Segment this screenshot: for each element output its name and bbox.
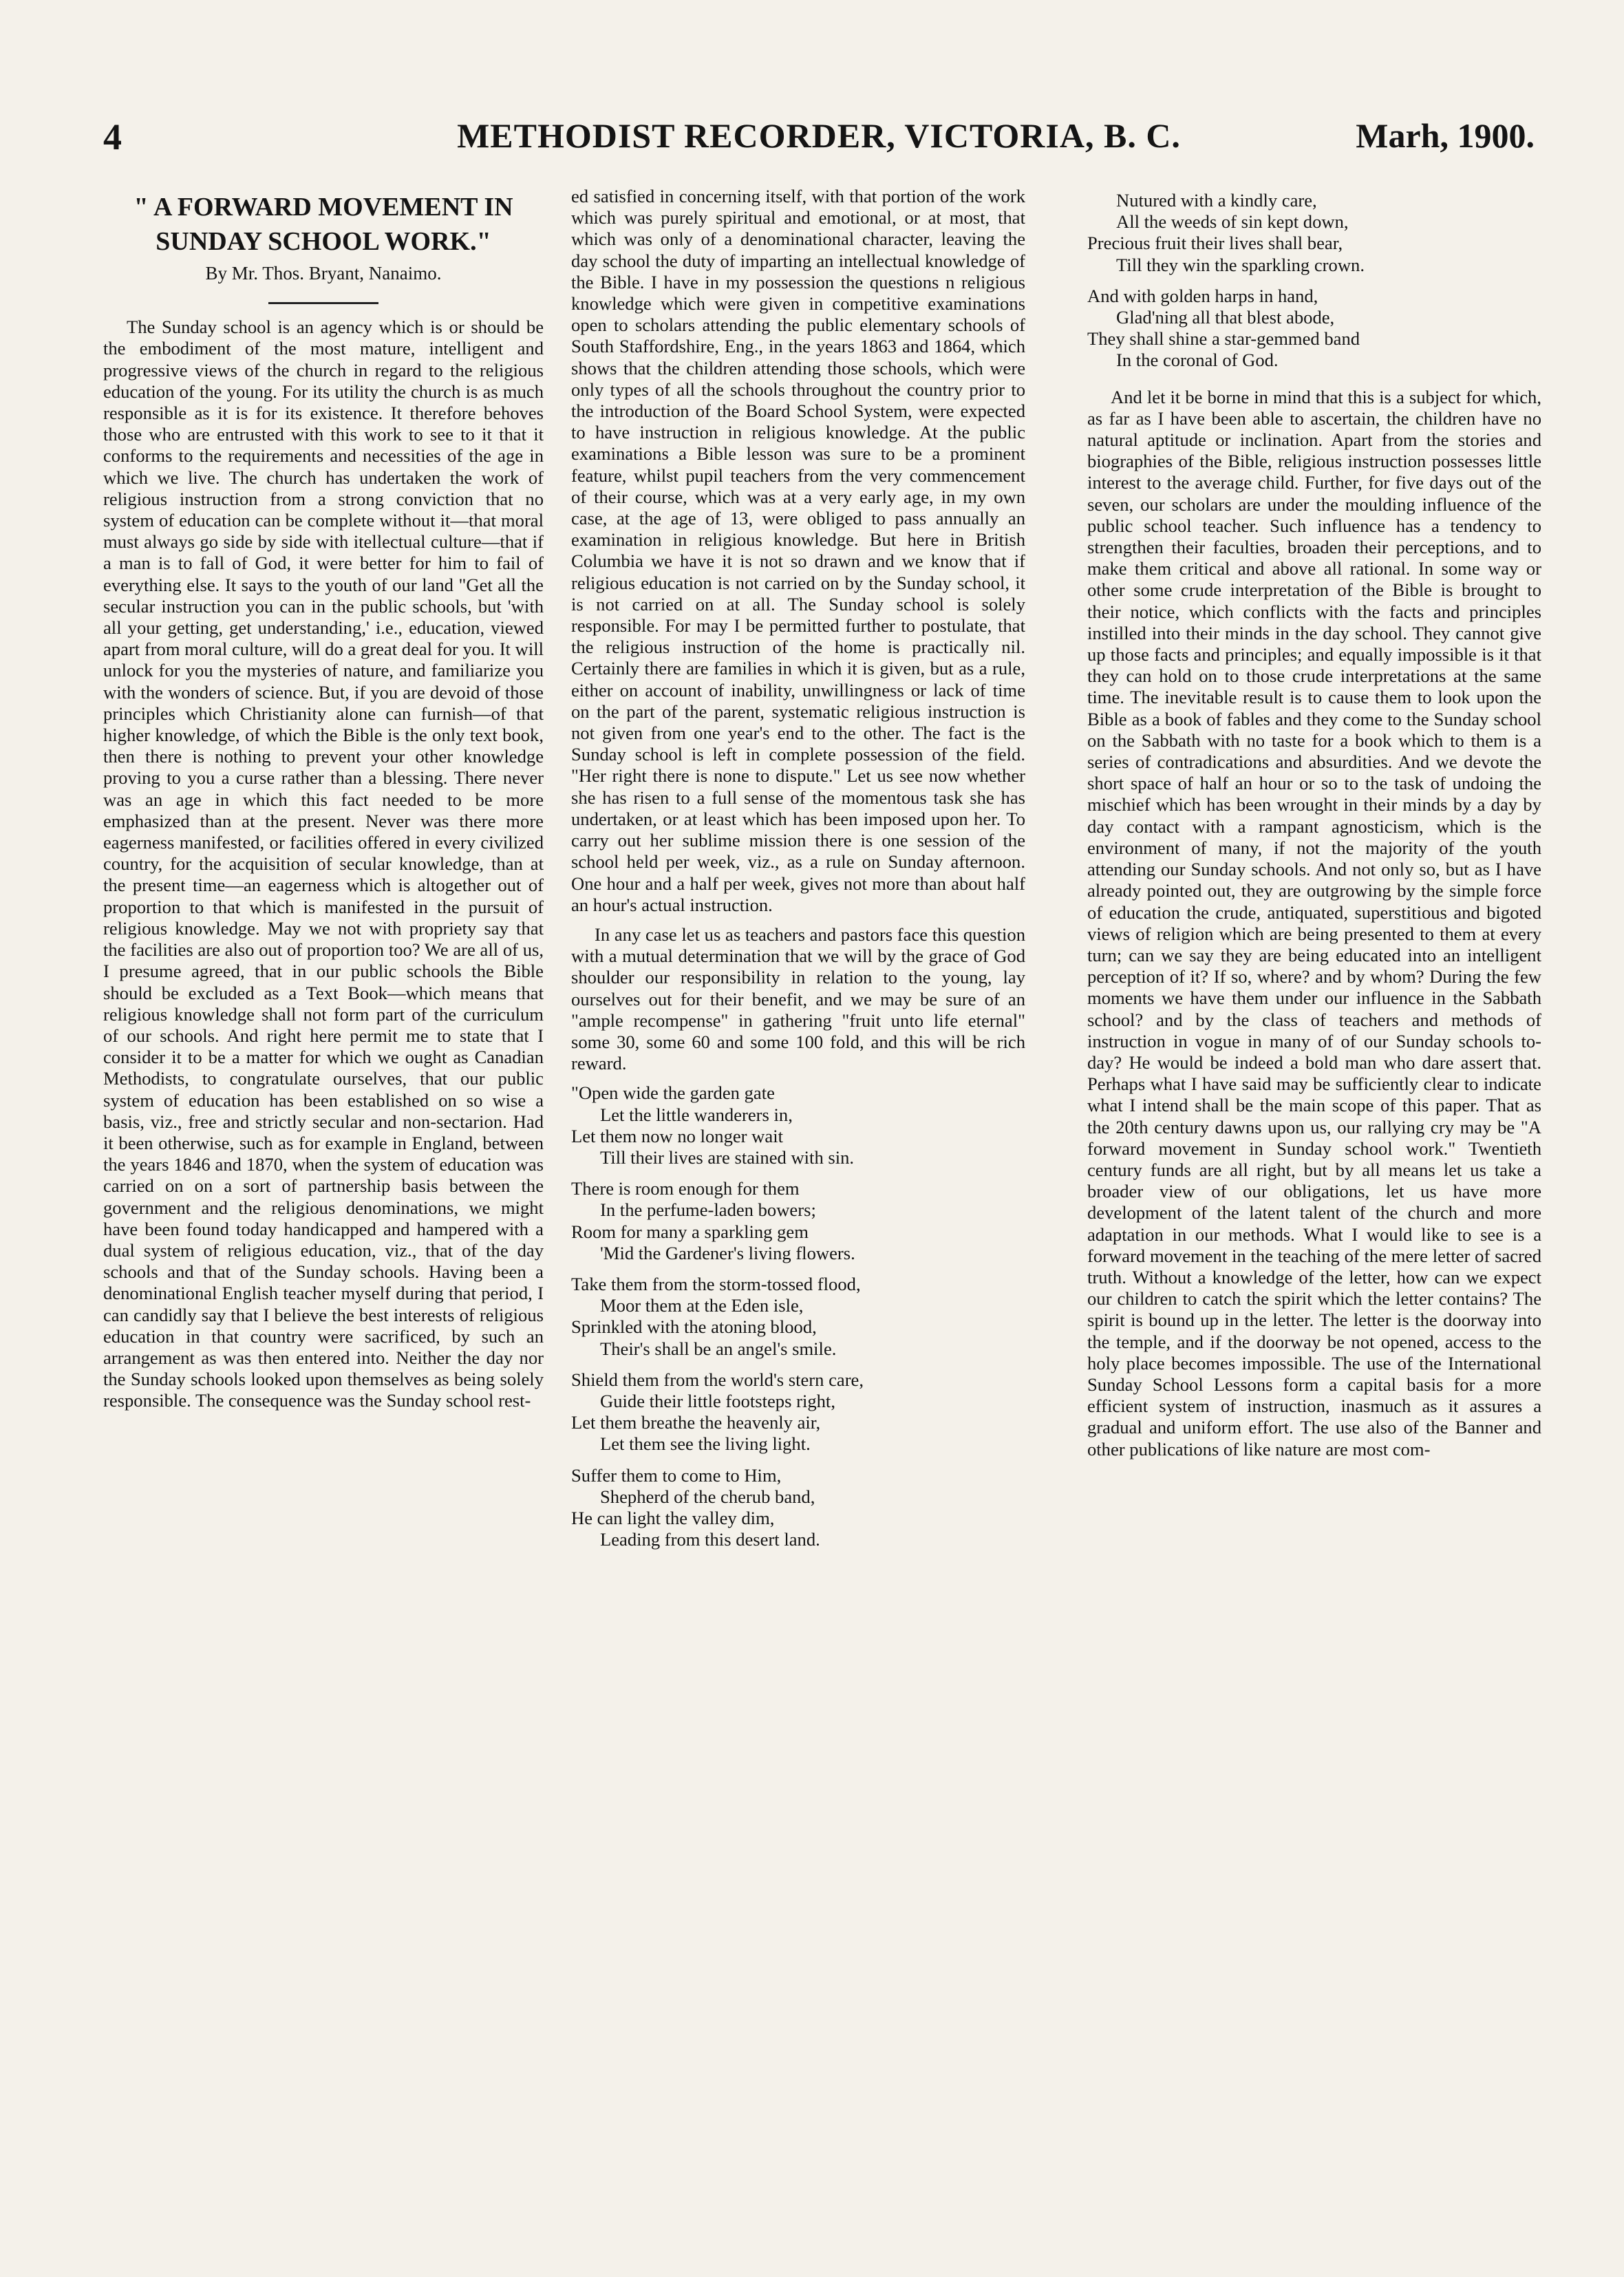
poem-line: Let them see the living light. [600,1433,811,1455]
poem-line: He can light the valley dim, [571,1507,775,1528]
poem-line: And with golden harps in hand, [1087,285,1318,306]
column-2 [571,186,1025,1565]
poem-stanza [571,1369,1025,1455]
poem-line: Let them now no longer wait [571,1125,783,1146]
poem-line: In the perfume-laden bowers; [600,1199,816,1221]
poem-line: Let them breathe the heavenly air, [571,1412,821,1433]
poem-line: Nutured with a kindly care, [1116,190,1317,211]
poem-stanza [1087,190,1541,276]
poem-line: Glad'ning all that blest abode, [1116,307,1335,328]
poem-line: Moor them at the Eden isle, [600,1295,804,1316]
poem-line: Shepherd of the cherub band, [600,1486,815,1507]
headline-line-1: " A FORWARD MOVEMENT IN [133,193,513,222]
poem [571,1082,1025,1550]
masthead [103,116,1535,164]
issue-date: Marh, 1900. [1356,116,1535,155]
poem-stanza [571,1178,1025,1264]
paragraph: In any case let us as teachers and pastors face this question with a mutual determination that we will by the grace of God shoulder our responsibility in relation to the young, lay ourselves out for their benefit, and we may be sure of an "ample recompense" in gathering "fruit unto life eternal" some 30, some 60 and some 100 fold, and this will be rich reward. [571,923,1025,1074]
newspaper-title: METHODIST RECORDER, VICTORIA, B. C. [457,116,1181,155]
poem-stanza [571,1274,1025,1360]
poem-line: Take them from the storm-tossed flood, [571,1273,861,1294]
poem-stanza [571,1082,1025,1168]
poem-continued [1087,190,1541,372]
paragraph: The Sunday school is an agency which is or should be the embodiment of the most mature, intelligent and progressive views of the church in regard to the religious education of the young. For its utility the church is as much responsible as it is for its existence. It therefore behoves those who are entrusted with this work to see to it that it conforms to the requirements and necessities of the age in which we live. The church has undertaken the work of religious instruction from a strong conviction that no system of education can be complete without it—that moral must always go side by side with itellectual culture—that if a man is to fall of God, it were better for him to fail of everything else. It says to the youth of our land "Get all the secular instruction you can in the public schools, but 'with all your getting, get understanding,' i.e., education, viewed apart from moral culture, will do a great deal for you. It will unlock for you the mysteries of nature, and familiarize you with the wonders of science. But, if you are devoid of those principles which Christianity alone can furnish—of that higher knowledge, of which the Bible is the only text book, then there is nothing to prevent your other knowledge proving to you a curse rather than a blessing. There never was an age in which this fact needed to be more emphasized than at the present. Never was there more eagerness manifested, or facilities offered in every civilized country, for the acquisition of secular knowledge, than at the present time—an eagerness which is altogether out of proportion to that which is manifested in the pursuit of religious knowledge. May we not with propriety say that the facilities are also out of proportion too? We are all of us, I presume agreed, that in our public schools the Bible should be excluded as a Text Book—which means that religious knowledge shall not form part of the curriculum of our schools. And right here permit me to state that I consider it to be a matter for which we ought as Canadian Methodists, to congratulate ourselves, that our public system of education has been established on so wise a basis, viz., free and strictly secular and non-sectarion. Had it been otherwise, such as for example in England, between the years 1846 and 1870, when the system of education was carried on on a sort of partnership basis between the government and the religious denominations, we might have been found today handicapped and hampered with a dual system of religious education, viz., that of the day schools and that of the Sunday schools. Having been a denominational English teacher myself during that period, I can candidly say that I believe the best interests of religious education in that country were sacrificed, by such an arrangement as was then entered into. Neither the day nor the Sunday schools looked upon themselves as being solely responsible. The consequence was the Sunday school rest- [103,317,544,1411]
poem-line: Shield them from the world's stern care, [571,1369,864,1390]
poem-line: Till they win the sparkling crown. [1116,254,1365,275]
poem-line: Till their lives are stained with sin. [600,1146,855,1168]
poem-line: Their's shall be an angel's smile. [600,1338,837,1359]
poem-line: Precious fruit their lives shall bear, [1087,233,1343,254]
poem-stanza [1087,286,1541,372]
paragraph: And let it be borne in mind that this is a subject for which, as far as I have been able to ascertain, the children have no natural aptitude or inclination. Apart from the stories and biographies of the Bible, religious instruction possesses little interest to the average child. Further, for five days out of the seven, our scholars are under the moulding influence of the public school teacher. Such influence has a tendency to strengthen their faculties, broaden their perceptions, and to make them critical and above all rational. In some way or other some crude interpretation of the Bible is brought to their notice, which conflicts with the facts and principles instilled into their minds in the day school. They cannot give up those facts and principles; and equally impossible is it that they can hold on to those crude interpretations at the same time. The inevitable result is to cause them to look upon the Bible as a book of fables and they come to the Sunday school on the Sabbath with no taste for a book which to them is a series of contradications and absurdities. And we devote the short space of half an hour or so to the task of undoing the mischief which has been wrought in their minds by a day by day contact with a rampant agnosticism, which is the environment of many, if not the majority of the youth attending our Sunday schools. And not only so, but as I have already pointed out, they are outgrowing by the simple force of education the crude, antiquated, superstitious and bigoted views of religion which are being presented to them at every turn; can we say they are being educated into an intelligent perception of it? If so, where? and by whom? During the few moments we have them under our influence in the Sabbath school? and by the class of teachers and methods of instruction in vogue in many of of our Sunday schools to-day? He would be indeed a bold man who dare assert that. Perhaps what I have said may be sufficiently clear to indicate what I intend shall be the main scope of this paper. That as the 20th century dawns upon us, our rallying cry may be "A forward movement in Sunday school work." Twentieth century funds are all right, but by all means let us take a broader view of our obligations, let us have more development of the latent talent of the church and more adaptation in our methods. What I would like to see is a forward movement in the teaching of the mere letter of sacred truth. Without a knowledge of the letter, how can we expect our children to catch the spirit which the letter contains? The spirit is bound up in the letter. The letter is the doorway into the temple, and if the doorway be not opened, access to the holy place becomes impossible. The use of the International Sunday School Lessons form a capital basis for a more efficient system of instruction, inasmuch as it assures a gradual and uniform effort. The use also of the Banner and other publications of like nature are most com- [1087,386,1541,1460]
poem-line: 'Mid the Gardener's living flowers. [600,1242,855,1263]
paragraph: ed satisfied in concerning itself, with that portion of the work which was purely spiritual and emotional, or at most, that which was only of a denominational character, leaving the day school the duty of imparting an intellectual knowledge of the Bible. I have in my possession the questions n religious knowledge which were given in competitive examinations open to scholars attending the public elementary schools of South Staffordshire, Eng., in the years 1863 and 1864, which shows that the children attending those schools, which were only types of all the schools throughout the country prior to the introduction of the Board School System, were expected to have instruction in religious knowledge. At the public examinations a Bible lesson was sure to be a prominent feature, whilst pupil teachers from the very commencement of their course, which was at a very early age, in my own case, at the age of 13, were obliged to pass annually an examination in religious knowledge. But here in British Columbia we have it is not so drawn and we know that if religious education is not carried on by the Sunday school, it is not carried on at all. The Sunday school is solely responsible. For may I be permitted further to postulate, that the religious instruction of the home is practically nil. Certainly there are families in which it is given, but as a rule, either on account of inability, unwillingness or lack of time on the part of the parent, systematic religious instruction is not given from one year's end to the other. The fact is the Sunday school is left in complete possession of the field. "Her right there is none to dispute." Let us see now whether she has risen to a full sense of the momentous task she has undertaken, or at least which has been imposed upon her. To carry out her sublime mission there is one session of the school held per week, viz., as a rule on Sunday afternoon. One hour and a half per week, gives not more than about half an hour's actual instruction. [571,186,1025,915]
column-3 [1087,186,1541,1468]
poem-line: "Open wide the garden gate [571,1082,775,1104]
headline-line-2: SUNDAY SCHOOL WORK." [156,227,491,256]
poem-line: Room for many a sparkling gem [571,1221,809,1242]
poem-line: There is room enough for them [571,1178,800,1199]
byline-divider [268,302,378,304]
poem-line: All the weeds of sin kept down, [1116,211,1349,233]
column-1 [103,186,544,1420]
poem-line: Let the little wanderers in, [600,1104,793,1125]
poem-line: Suffer them to come to Him, [571,1464,782,1486]
poem-line: They shall shine a star-gemmed band [1087,328,1360,350]
article-byline: By Mr. Thos. Bryant, Nanaimo. [205,263,442,284]
poem-line: Guide their little footsteps right, [600,1390,835,1411]
poem-line: Sprinkled with the atoning blood, [571,1316,817,1338]
poem-stanza [571,1465,1025,1551]
poem-line: Leading from this desert land. [600,1529,820,1550]
poem-line: In the coronal of God. [1116,350,1279,371]
page-number: 4 [103,116,122,158]
article-headline [103,190,544,259]
